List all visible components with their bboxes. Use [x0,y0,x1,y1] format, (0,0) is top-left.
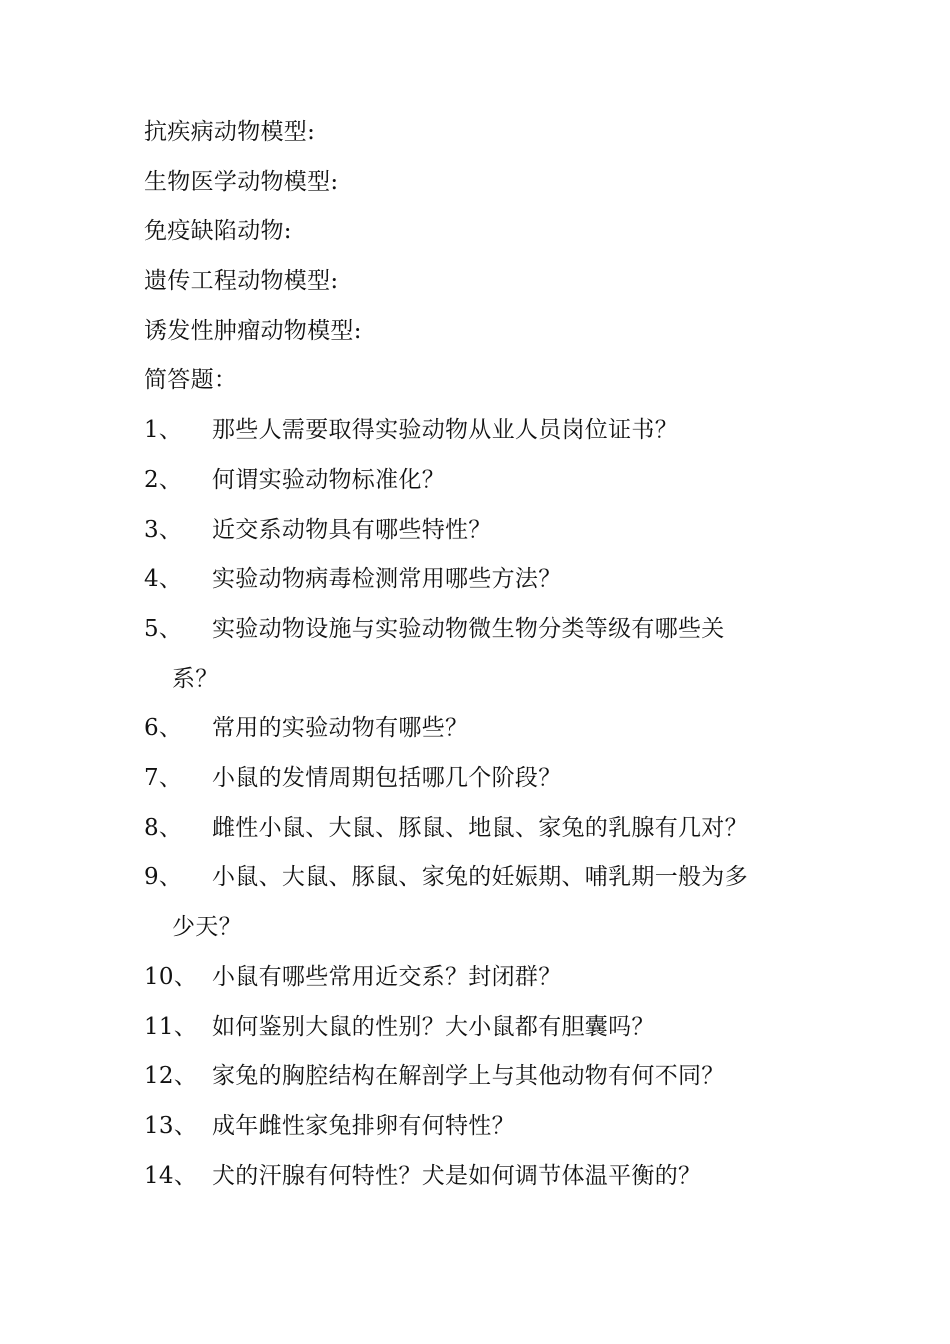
question-number: 5、 [144,615,183,642]
question-text-continuation: 少天？ [172,914,242,941]
question-item [144,853,820,903]
question-number: 12、 [144,1063,198,1090]
question-item [144,1102,820,1152]
term-immunodeficient-animal: 免疫缺陷动物: [144,218,292,245]
question-item [144,1003,820,1053]
question-text: 实验动物病毒检测常用哪些方法？ [212,566,562,593]
question-item [144,506,820,556]
question-number: 10、 [144,963,198,990]
question-number: 11、 [144,1013,198,1040]
question-text: 小鼠的发情周期包括哪几个阶段？ [212,765,562,792]
question-item [144,605,820,655]
question-item [144,953,820,1003]
term-induced-tumor-model: 诱发性肿瘤动物模型: [144,317,362,344]
question-item [144,456,820,506]
question-text-continuation: 系？ [172,665,219,692]
question-text: 如何鉴别大鼠的性别？大小鼠都有胆囊吗？ [212,1013,655,1040]
question-number: 1、 [144,417,183,444]
question-text: 常用的实验动物有哪些？ [212,715,469,742]
question-item [144,804,820,854]
question-number: 7、 [144,765,183,792]
question-number: 2、 [144,466,183,493]
question-text: 那些人需要取得实验动物从业人员岗位证书？ [212,417,678,444]
term-biomedical-model: 生物医学动物模型: [144,168,339,195]
term-genetic-engineering-model: 遗传工程动物模型: [144,268,339,295]
question-item [144,754,820,804]
question-number: 13、 [144,1112,198,1139]
question-number: 3、 [144,516,183,543]
question-text: 何谓实验动物标准化？ [212,466,445,493]
question-item [144,1052,820,1102]
question-text: 家兔的胸腔结构在解剖学上与其他动物有何不同？ [212,1063,725,1090]
question-text: 小鼠有哪些常用近交系？封闭群？ [212,963,562,990]
question-number: 4、 [144,566,183,593]
question-number: 8、 [144,814,183,841]
question-number: 14、 [144,1162,198,1189]
question-item [144,555,820,605]
question-item [144,1152,820,1202]
question-number: 9、 [144,864,183,891]
question-number: 6、 [144,715,183,742]
question-text: 实验动物设施与实验动物微生物分类等级有哪些关 [212,615,725,642]
term-anti-disease-model: 抗疾病动物模型: [144,119,316,145]
question-item [144,704,820,754]
question-text: 小鼠、大鼠、豚鼠、家兔的妊娠期、哺乳期一般为多 [212,864,748,891]
question-text: 雌性小鼠、大鼠、豚鼠、地鼠、家兔的乳腺有几对？ [212,814,748,841]
section-heading: 简答题： [144,367,238,394]
question-text: 成年雌性家兔排卵有何特性？ [212,1112,515,1139]
question-text: 犬的汗腺有何特性？犬是如何调节体温平衡的？ [212,1162,702,1189]
question-text: 近交系动物具有哪些特性？ [212,516,492,543]
document-page [144,108,820,1201]
question-item [144,406,820,456]
